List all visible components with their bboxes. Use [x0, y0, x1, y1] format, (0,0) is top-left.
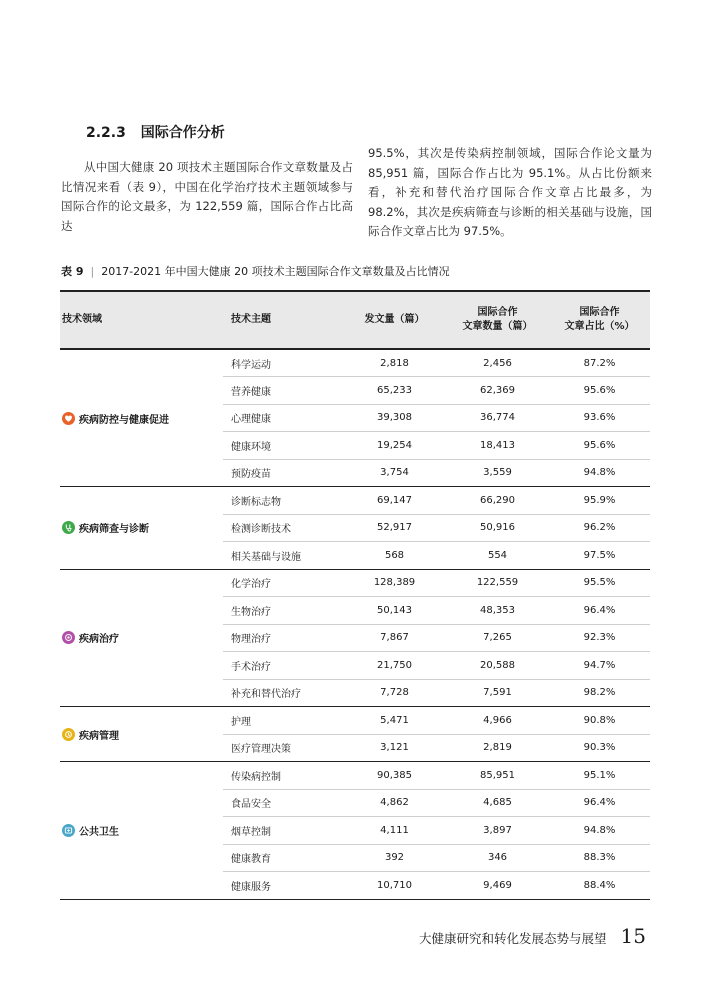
- intl-ratio-cell: 93.6%: [549, 404, 650, 432]
- page-number: 15: [620, 924, 646, 948]
- count-cell: 568: [343, 542, 446, 570]
- count-cell: 19,254: [343, 432, 446, 460]
- count-cell: 2,818: [343, 349, 446, 377]
- table-row: [60, 349, 650, 377]
- count-cell: 10,710: [343, 872, 446, 900]
- intl-count-cell: 66,290: [446, 487, 549, 515]
- intl-count-cell: 2,456: [446, 349, 549, 377]
- intl-ratio-cell: 88.4%: [549, 872, 650, 900]
- topic-cell: 相关基础与设施: [223, 542, 343, 570]
- count-cell: 4,111: [343, 817, 446, 845]
- intl-count-cell: 20,588: [446, 652, 549, 680]
- count-cell: 7,867: [343, 624, 446, 652]
- topic-cell: 检测诊断技术: [223, 514, 343, 542]
- topic-cell: 健康环境: [223, 432, 343, 460]
- header-count: 发文量（篇）: [364, 314, 425, 325]
- intl-ratio-cell: 94.8%: [549, 459, 650, 487]
- count-cell: 3,754: [343, 459, 446, 487]
- intl-ratio-cell: 96.4%: [549, 597, 650, 625]
- topic-cell: 诊断标志物: [223, 487, 343, 515]
- topic-cell: 健康教育: [223, 844, 343, 872]
- intl-count-cell: 7,591: [446, 679, 549, 707]
- intl-ratio-cell: 94.7%: [549, 652, 650, 680]
- field-cell: [60, 707, 223, 762]
- table-row: [60, 762, 650, 790]
- intl-count-cell: 3,897: [446, 817, 549, 845]
- intl-ratio-cell: 96.4%: [549, 789, 650, 817]
- count-cell: 3,121: [343, 734, 446, 762]
- intl-ratio-cell: 97.5%: [549, 542, 650, 570]
- data-table: [60, 290, 650, 900]
- intl-count-cell: 346: [446, 844, 549, 872]
- intl-ratio-cell: 94.8%: [549, 817, 650, 845]
- intl-count-cell: 3,559: [446, 459, 549, 487]
- body-paragraph-right: 95.5%，其次是传染病控制领域，国际合作论文量为 85,951 篇，国际合作占比为 95.1%。从占比份额来看，补充和替代治疗国际合作文章占比最多，为 98.2%，其次是疾病筛查与诊断的相关基础与设施，国际合作文章占比为 97.5%。: [368, 146, 652, 238]
- count-cell: 50,143: [343, 597, 446, 625]
- header-intl-ratio: 国际合作 文章占比（%）: [564, 307, 635, 332]
- intl-ratio-cell: 92.3%: [549, 624, 650, 652]
- field-label: 疾病治疗: [79, 634, 119, 646]
- intl-count-cell: 554: [446, 542, 549, 570]
- field-label: 公共卫生: [79, 826, 119, 838]
- field-cell: [60, 762, 223, 900]
- count-cell: 65,233: [343, 377, 446, 405]
- intl-ratio-cell: 88.3%: [549, 844, 650, 872]
- table-row: [60, 569, 650, 597]
- field-label: 疾病管理: [79, 730, 119, 742]
- intl-ratio-cell: 98.2%: [549, 679, 650, 707]
- intl-ratio-cell: 95.6%: [549, 377, 650, 405]
- intl-count-cell: 85,951: [446, 762, 549, 790]
- table-row: [60, 487, 650, 515]
- topic-cell: 补充和替代治疗: [223, 679, 343, 707]
- intl-count-cell: 122,559: [446, 569, 549, 597]
- intl-count-cell: 48,353: [446, 597, 549, 625]
- topic-cell: 化学治疗: [223, 569, 343, 597]
- field-label: 疾病防控与健康促进: [79, 414, 169, 426]
- topic-cell: 传染病控制: [223, 762, 343, 790]
- shield-heart-icon: [62, 412, 75, 425]
- count-cell: 4,862: [343, 789, 446, 817]
- topic-cell: 预防疫苗: [223, 459, 343, 487]
- intl-ratio-cell: 95.9%: [549, 487, 650, 515]
- field-cell: [60, 349, 223, 487]
- intl-ratio-cell: 95.1%: [549, 762, 650, 790]
- count-cell: 90,385: [343, 762, 446, 790]
- table-caption: [61, 263, 450, 279]
- intl-count-cell: 4,685: [446, 789, 549, 817]
- header-field: 技术领域: [62, 314, 102, 325]
- topic-cell: 手术治疗: [223, 652, 343, 680]
- caption-separator: |: [90, 265, 95, 278]
- intl-count-cell: 9,469: [446, 872, 549, 900]
- stethoscope-icon: [62, 521, 75, 534]
- topic-cell: 营养健康: [223, 377, 343, 405]
- table-body: [60, 349, 650, 899]
- topic-cell: 医疗管理决策: [223, 734, 343, 762]
- management-icon: [62, 728, 75, 741]
- public-health-icon: [62, 824, 75, 837]
- topic-cell: 护理: [223, 707, 343, 735]
- treatment-icon: [62, 631, 75, 644]
- body-paragraph-left: 从中国大健康 20 项技术主题国际合作文章数量及占比情况来看（表 9），中国在化学治疗技术主题领域参与国际合作的论文最多，为 122,559 篇，国际合作占比高达: [61, 160, 353, 233]
- table-row: [60, 707, 650, 735]
- intl-ratio-cell: 95.6%: [549, 432, 650, 460]
- count-cell: 128,389: [343, 569, 446, 597]
- topic-cell: 心理健康: [223, 404, 343, 432]
- intl-ratio-cell: 90.3%: [549, 734, 650, 762]
- topic-cell: 食品安全: [223, 789, 343, 817]
- field-cell: [60, 487, 223, 570]
- count-cell: 69,147: [343, 487, 446, 515]
- section-title-text: 国际合作分析: [140, 125, 225, 141]
- count-cell: 5,471: [343, 707, 446, 735]
- count-cell: 21,750: [343, 652, 446, 680]
- intl-count-cell: 50,916: [446, 514, 549, 542]
- count-cell: 392: [343, 844, 446, 872]
- intl-count-cell: 18,413: [446, 432, 549, 460]
- header-intl-count: 国际合作 文章数量（篇）: [462, 307, 533, 332]
- page-footer: [419, 924, 646, 948]
- topic-cell: 烟草控制: [223, 817, 343, 845]
- count-cell: 52,917: [343, 514, 446, 542]
- count-cell: 7,728: [343, 679, 446, 707]
- count-cell: 39,308: [343, 404, 446, 432]
- table-header: [60, 291, 650, 349]
- intl-count-cell: 4,966: [446, 707, 549, 735]
- table-number: 表 9: [61, 265, 84, 278]
- intl-count-cell: 7,265: [446, 624, 549, 652]
- topic-cell: 生物治疗: [223, 597, 343, 625]
- table-title: 2017-2021 年中国大健康 20 项技术主题国际合作文章数量及占比情况: [101, 265, 450, 278]
- field-cell: [60, 569, 223, 707]
- intl-ratio-cell: 87.2%: [549, 349, 650, 377]
- intl-count-cell: 2,819: [446, 734, 549, 762]
- field-label: 疾病筛查与诊断: [79, 524, 149, 536]
- topic-cell: 物理治疗: [223, 624, 343, 652]
- header-topic: 技术主题: [231, 314, 271, 325]
- footer-book-title: 大健康研究和转化发展态势与展望: [419, 931, 607, 946]
- intl-ratio-cell: 96.2%: [549, 514, 650, 542]
- intl-ratio-cell: 90.8%: [549, 707, 650, 735]
- section-number: 2.2.3: [86, 125, 126, 141]
- intl-count-cell: 36,774: [446, 404, 549, 432]
- intl-count-cell: 62,369: [446, 377, 549, 405]
- section-heading: [86, 122, 225, 142]
- topic-cell: 健康服务: [223, 872, 343, 900]
- topic-cell: 科学运动: [223, 349, 343, 377]
- intl-ratio-cell: 95.5%: [549, 569, 650, 597]
